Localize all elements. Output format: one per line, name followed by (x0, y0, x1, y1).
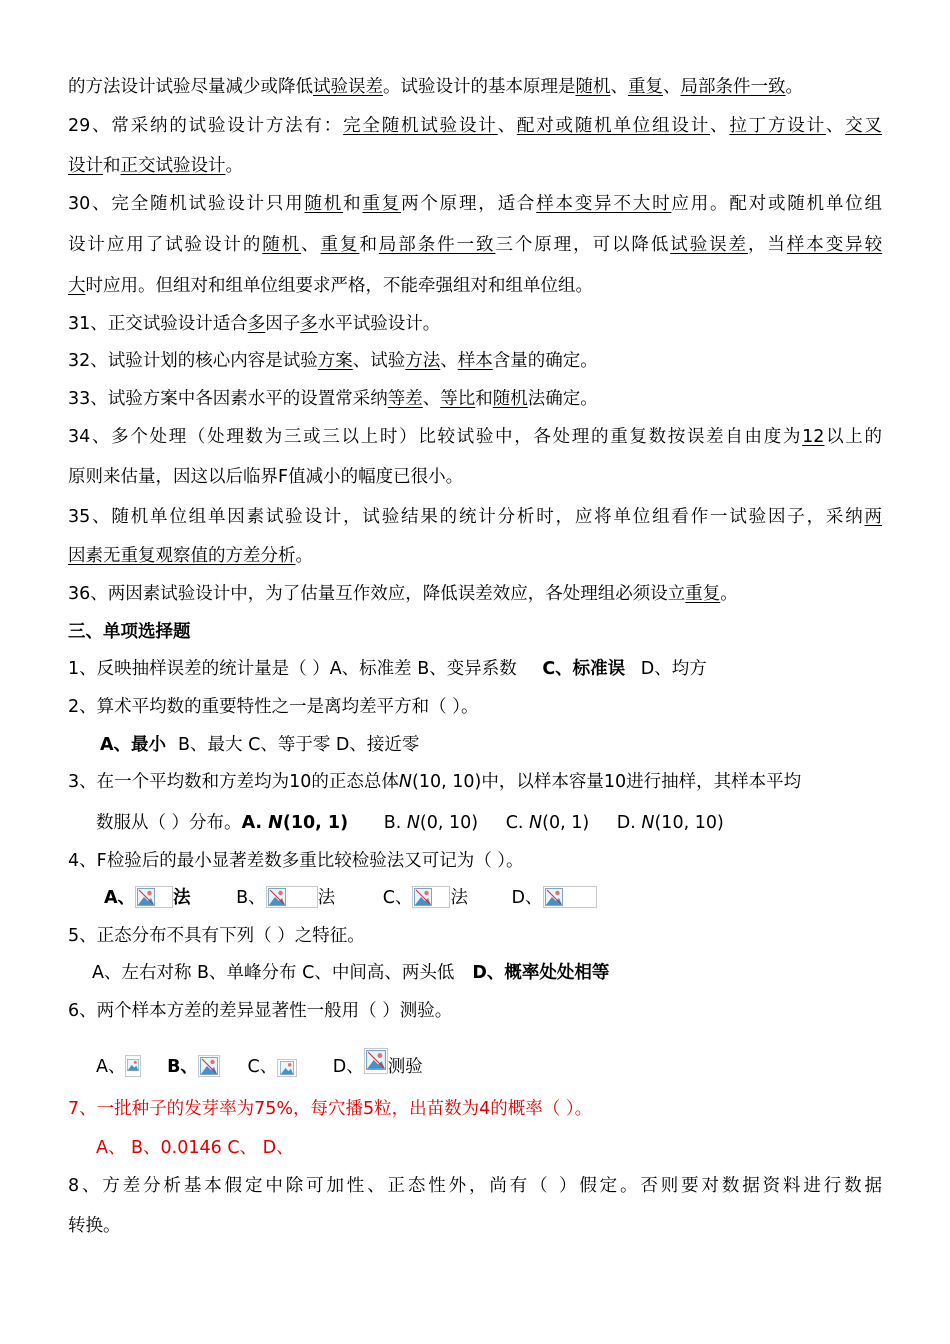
line-continuation: 的方法设计试验尽量减少或降低试验误差。试验设计的基本原理是随机、重复、局部条件一致。 (68, 77, 803, 97)
item-33: 33、试验方案中各因素水平的设置常采纳等差、等比和随机法确定。 (68, 389, 598, 409)
formula-image-icon (198, 1055, 220, 1077)
formula-image-icon (364, 1048, 388, 1074)
section-heading: 三、单项选择题 (68, 622, 191, 642)
item-36: 36、两因素试验设计中，为了估量互作效应，降低误差效应，各处理组必须设立重复。 (68, 584, 738, 604)
choice-2: 2、算术平均数的重要特性之一是离均差平方和（ ）。 (68, 697, 479, 717)
choice-4-options: A、 法 B、 法 C、 法 D、 (104, 886, 597, 910)
choice-6: 6、两个样本方差的差异显著性一般用（ ）测验。 (68, 1001, 453, 1021)
formula-image-icon (135, 886, 173, 908)
item-30-cont1: 设计应用了试验设计的随机、重复和局部条件一致三个原理，可以降低试验误差，当样本变异较 (68, 235, 883, 255)
formula-image-icon (125, 1055, 141, 1077)
choice-7: 7、一批种子的发芽率为75%，每穴播5粒，出苗数为4的概率（ ）。 (68, 1099, 593, 1119)
choice-8-cont: 转换。 (68, 1216, 121, 1236)
item-30-cont2: 大时应用。但组对和组单位组要求严格，不能牵强组对和组单位组。 (68, 276, 593, 296)
item-31: 31、正交试验设计适合多因子多水平试验设计。 (68, 314, 441, 334)
item-34: 34、多个处理（处理数为三或三以上时）比较试验中，各处理的重复数按误差自由度为12以上的 (68, 427, 883, 447)
formula-image-icon (543, 886, 597, 908)
choice-1: 1、反映抽样误差的统计量是（ ）A、标准差 B、变异系数 C、标准误 D、均方 (68, 659, 707, 679)
item-35: 35、随机单位组单因素试验设计，试验结果的统计分析时，应将单位组看作一试验因子，采纳两 (68, 507, 882, 527)
choice-4: 4、F检验后的最小显著差数多重比较检验法又可记为（ ）。 (68, 851, 524, 871)
item-35-cont: 因素无重复观察值的方差分析。 (68, 546, 313, 566)
item-29-cont: 设计和正交试验设计。 (68, 156, 243, 176)
choice-3: 3、在一个平均数和方差均为10的正态总体N(10, 10)中，以样本容量10进行抽样，其样本平均 (68, 772, 802, 792)
choice-8: 8、方差分析基本假定中除可加性、正态性外，尚有（ ）假定。否则要对数据资料进行数据 (68, 1176, 882, 1196)
formula-image-icon (277, 1059, 297, 1077)
formula-image-icon (412, 886, 450, 908)
choice-2-options: A、最小 B、最大 C、等于零 D、接近零 (100, 735, 420, 755)
item-29: 29、常采纳的试验设计方法有：完全随机试验设计、配对或随机单位组设计、拉丁方设计、交叉 (68, 116, 883, 136)
formula-image-icon (266, 886, 318, 908)
choice-6-options: A、 B、 C、 D、 测验 (96, 1048, 423, 1079)
item-30: 30、完全随机试验设计只用随机和重复两个原理，适合样本变异不大时应用。配对或随机单位组 (68, 194, 883, 214)
choice-3-options: 数服从（ ）分布。A. N(10, 1) B. N(0, 10) C. N(0, 1) D. N(10, 10) (96, 813, 724, 833)
choice-7-options: A、 B、0.0146 C、 D、 (96, 1138, 294, 1158)
choice-5-options: A、左右对称 B、单峰分布 C、中间高、两头低 D、概率处处相等 (92, 963, 610, 983)
item-32: 32、试验计划的核心内容是试验方案、试验方法、样本含量的确定。 (68, 351, 598, 371)
choice-5: 5、正态分布不具有下列（ ）之特征。 (68, 926, 365, 946)
item-34-cont: 原则来估量，因这以后临界F值减小的幅度已很小。 (68, 467, 464, 487)
